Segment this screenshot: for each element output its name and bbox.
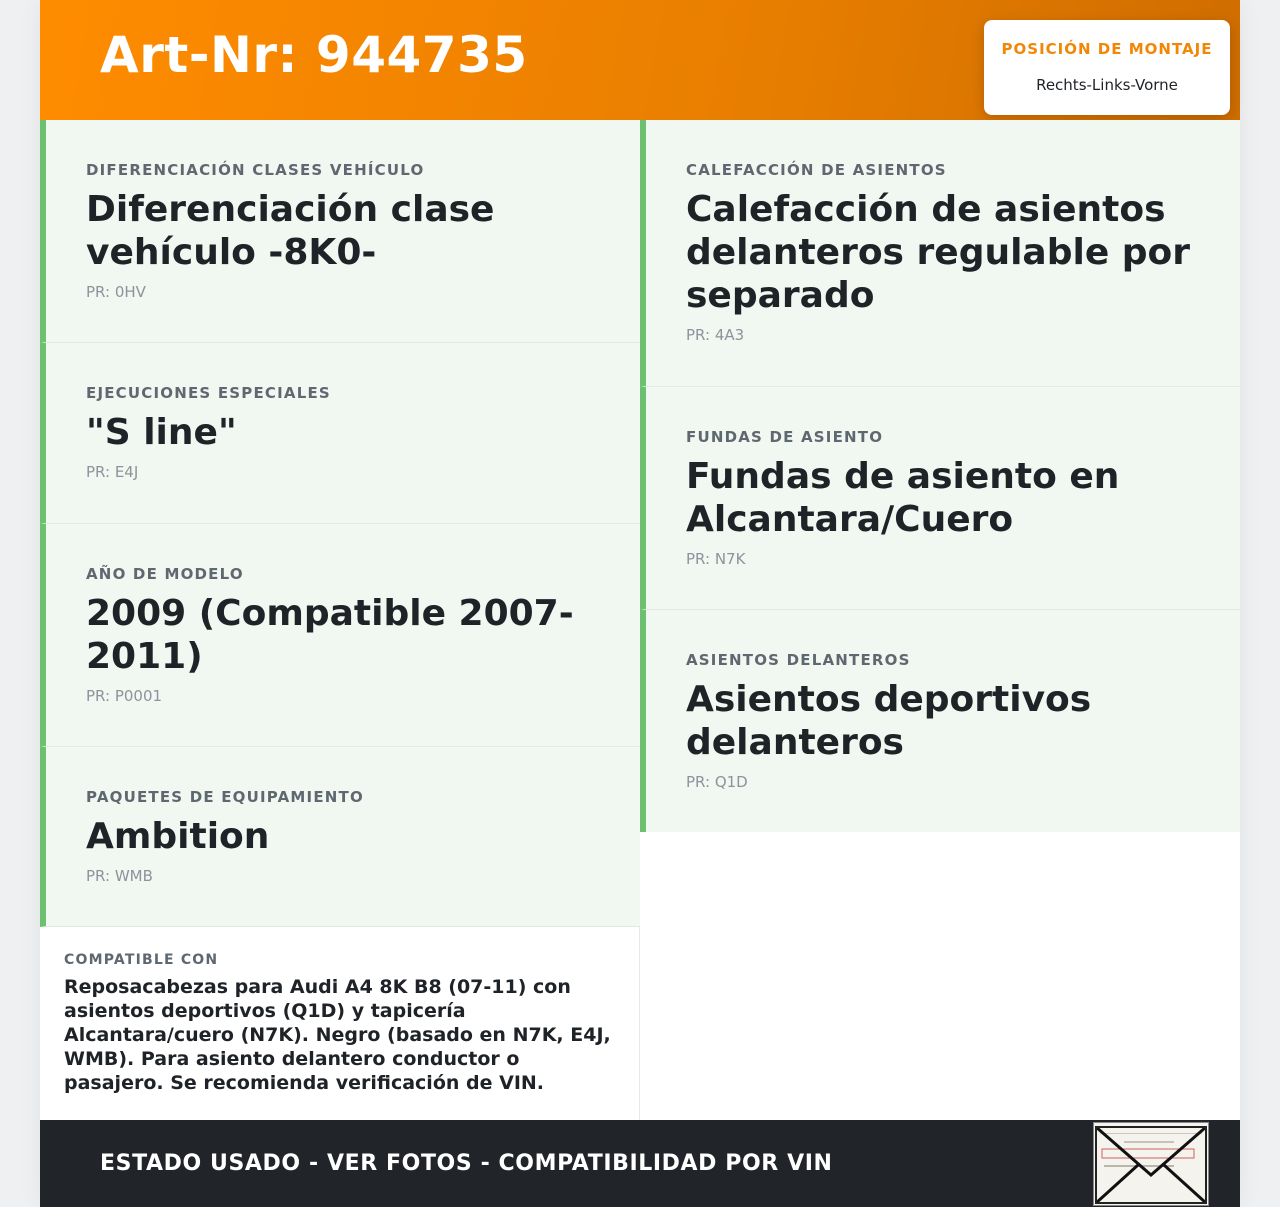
feature-pr-code: PR: N7K <box>686 550 746 568</box>
feature-card-seat-heating <box>640 120 1240 387</box>
mount-position-card <box>984 20 1230 115</box>
compatibility-section <box>40 927 640 1120</box>
product-sheet <box>40 0 1240 1207</box>
header-bar <box>40 0 1240 120</box>
feature-card-front-seats <box>640 610 1240 832</box>
feature-label: EJECUCIONES ESPECIALES <box>86 384 331 402</box>
feature-pr-code: PR: 4A3 <box>686 326 745 344</box>
footer-status-text: ESTADO USADO - VER FOTOS - COMPATIBILIDAD POR VIN <box>100 1151 833 1176</box>
feature-card-model-year <box>40 524 640 747</box>
feature-pr-code: PR: WMB <box>86 867 153 885</box>
mount-position-label: POSICIÓN DE MONTAJE <box>1001 40 1213 58</box>
right-feature-column <box>640 120 1240 832</box>
feature-label: CALEFACCIÓN DE ASIENTOS <box>686 161 947 179</box>
feature-pr-code: PR: Q1D <box>686 773 748 791</box>
feature-card-special-editions <box>40 343 640 524</box>
feature-value: Asientos deportivos delanteros <box>686 679 1092 763</box>
feature-label: DIFERENCIACIÓN CLASES VEHÍCULO <box>86 161 425 179</box>
feature-label: ASIENTOS DELANTEROS <box>686 651 911 669</box>
footer-bar <box>40 1120 1240 1207</box>
feature-value: "S line" <box>86 412 237 453</box>
feature-pr-code: PR: 0HV <box>86 283 146 301</box>
envelope-icon <box>1093 1122 1209 1206</box>
feature-label: FUNDAS DE ASIENTO <box>686 428 884 446</box>
feature-pr-code: PR: E4J <box>86 463 139 481</box>
mount-position-value: Rechts-Links-Vorne <box>1036 76 1178 94</box>
feature-card-equipment-package <box>40 747 640 927</box>
feature-label: AÑO DE MODELO <box>86 565 244 583</box>
feature-pr-code: PR: P0001 <box>86 687 163 705</box>
feature-card-vehicle-class <box>40 120 640 343</box>
compatibility-text: Reposacabezas para Audi A4 8K B8 (07-11) con asientos deportivos (Q1D) y tapicería Alcantara/cuero (N7K). Negro (basado en N7K, E4J, WMB). Para asiento delantero conductor o pasajero. Se recomienda verificación de VIN. <box>64 976 611 1094</box>
article-number-title: Art-Nr: 944735 <box>100 26 528 84</box>
envelope-graphic <box>1094 1123 1208 1205</box>
feature-value: Ambition <box>86 816 270 857</box>
feature-card-seat-covers <box>640 387 1240 610</box>
left-feature-column <box>40 120 640 927</box>
compatibility-label: COMPATIBLE CON <box>64 952 219 968</box>
feature-value: Fundas de asiento en Alcantara/Cuero <box>686 456 1120 540</box>
feature-value: 2009 (Compatible 2007-2011) <box>86 593 574 677</box>
feature-value: Calefacción de asientos delanteros regulable por separado <box>686 189 1191 316</box>
feature-value: Diferenciación clase vehículo -8K0- <box>86 189 495 273</box>
feature-label: PAQUETES DE EQUIPAMIENTO <box>86 788 364 806</box>
